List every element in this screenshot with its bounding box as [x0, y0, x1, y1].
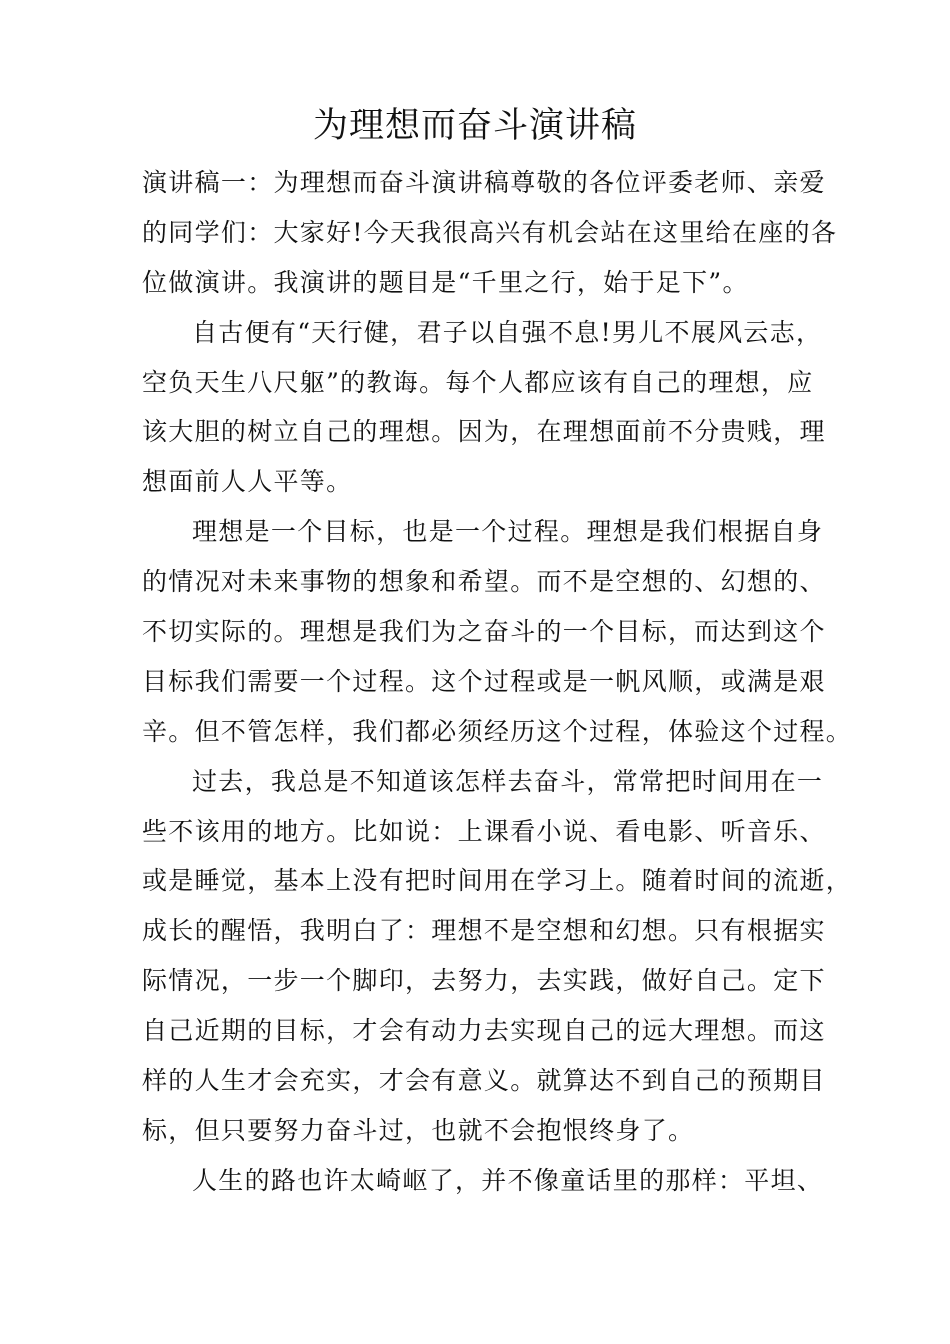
text-line: 或是睡觉，基本上没有把时间用在学习上。随着时间的流逝， — [142, 866, 853, 896]
text-line: 想面前人人平等。 — [142, 467, 353, 497]
text-line: 的情况对未来事物的想象和希望。而不是空想的、幻想的、 — [142, 567, 826, 597]
document-body — [142, 158, 853, 1206]
text-line: 样的人生才会充实，才会有意义。就算达不到自己的预期目 — [142, 1066, 826, 1096]
text-line: 标，但只要努力奋斗过，也就不会抱恨终身了。 — [142, 1115, 695, 1145]
text-line: 不切实际的。理想是我们为之奋斗的一个目标，而达到这个 — [142, 617, 826, 647]
text-line: 辛。但不管怎样，我们都必须经历这个过程，体验这个过程。 — [142, 716, 853, 746]
document-title: 为理想而奋斗演讲稿 — [312, 106, 637, 146]
text-line: 人生的路也许太崎岖了，并不像童话里的那样：平坦、 — [192, 1165, 824, 1195]
text-line: 空负天生八尺躯”的教诲。每个人都应该有自己的理想，应 — [142, 367, 814, 397]
text-line: 该大胆的树立自己的理想。因为，在理想面前不分贵贱，理 — [142, 417, 826, 447]
text-line: 位做演讲。我演讲的题目是“千里之行，始于足下”。 — [142, 267, 749, 297]
text-line: 际情况，一步一个脚印，去努力，去实践，做好自己。定下 — [142, 966, 826, 996]
text-line: 演讲稿一：为理想而奋斗演讲稿尊敬的各位评委老师、亲爱 — [142, 168, 826, 197]
text-line: 目标我们需要一个过程。这个过程或是一帆风顺，或满是艰 — [142, 666, 826, 696]
text-line: 些不该用的地方。比如说：上课看小说、看电影、听音乐、 — [142, 816, 826, 846]
text-line: 自己近期的目标，才会有动力去实现自己的远大理想。而这 — [142, 1016, 826, 1046]
text-line: 的同学们：大家好!今天我很高兴有机会站在这里给在座的各 — [142, 217, 838, 247]
text-line: 自古便有“天行健，君子以自强不息!男儿不展风云志， — [192, 317, 823, 347]
text-line: 成长的醒悟，我明白了：理想不是空想和幻想。只有根据实 — [142, 916, 826, 946]
text-line: 过去，我总是不知道该怎样去奋斗，常常把时间用在一 — [192, 766, 824, 796]
text-line: 理想是一个目标，也是一个过程。理想是我们根据自身 — [192, 517, 824, 547]
